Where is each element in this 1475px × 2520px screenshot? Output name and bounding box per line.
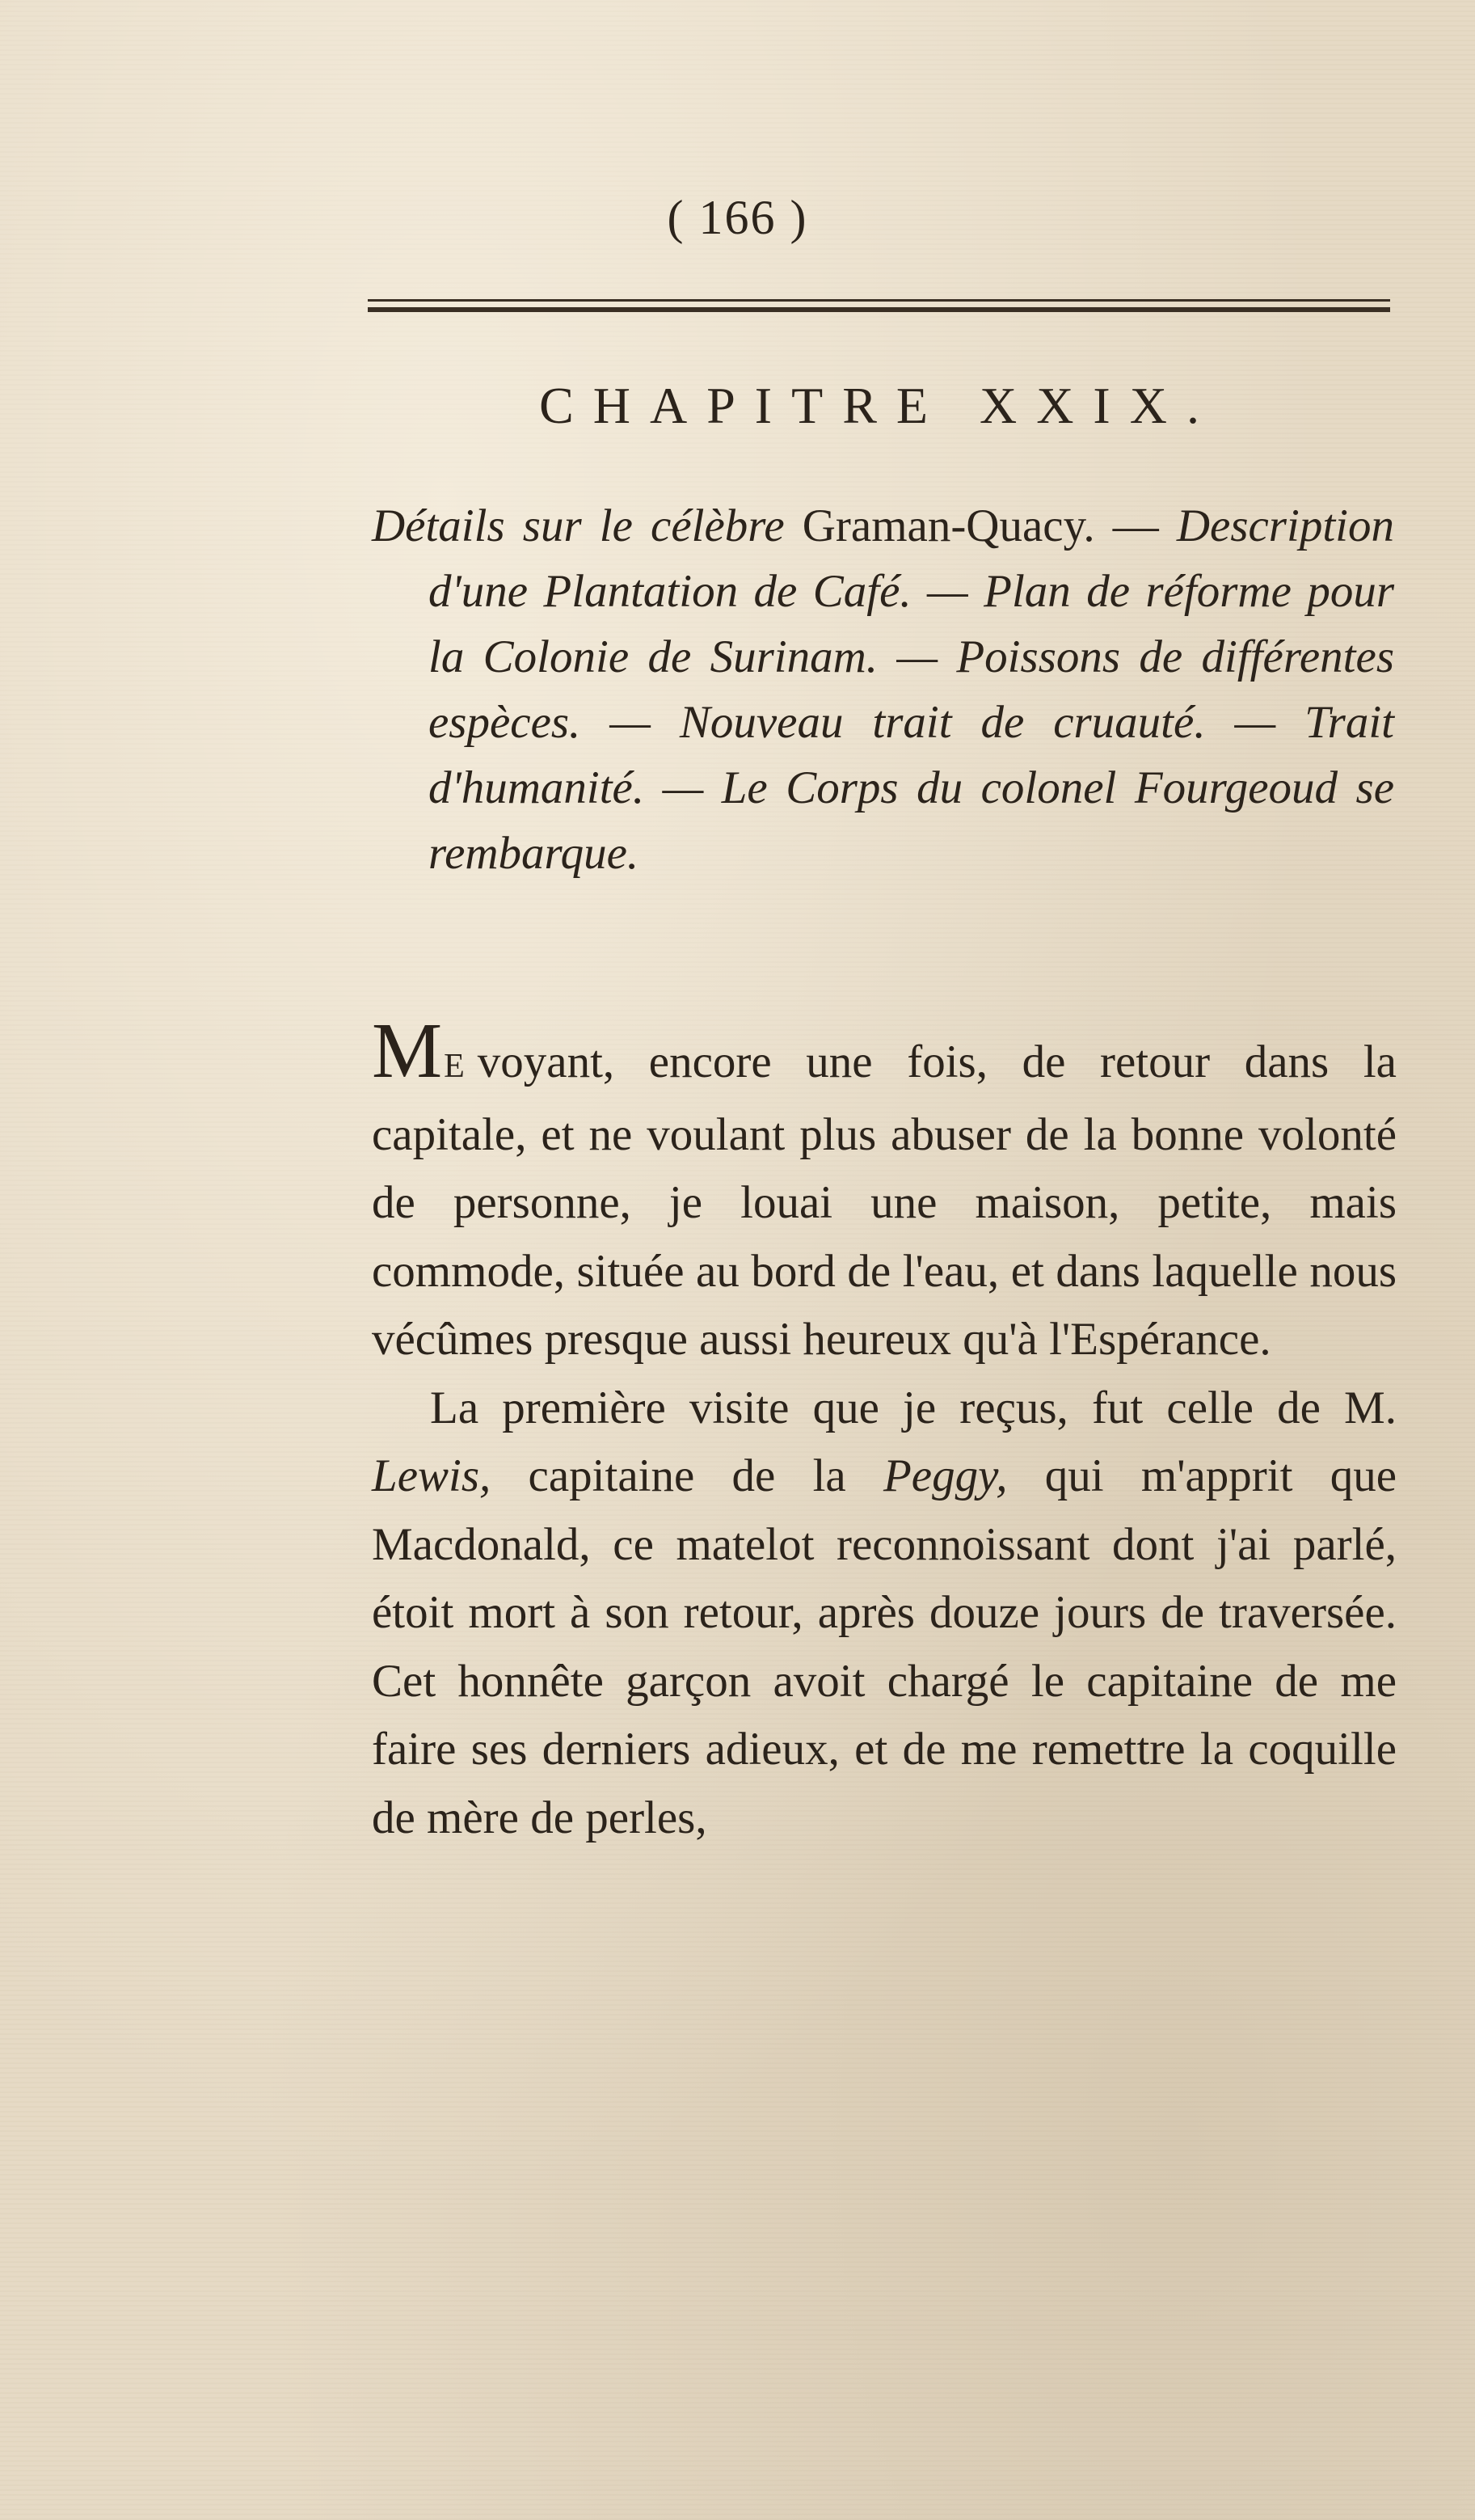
- body-text: [372, 1007, 1397, 1852]
- paragraph-2: [372, 1374, 1397, 1853]
- header-rule-thick: [368, 307, 1390, 312]
- paragraph-1: [372, 1007, 1397, 1374]
- chapter-title: CHAPITRE XXIX.: [539, 377, 1219, 434]
- header-rule-thin: [368, 299, 1390, 302]
- name-lewis: Lewis,: [372, 1450, 491, 1501]
- summary-italic-1: Détails sur le célèbre: [372, 500, 785, 551]
- drop-cap: M: [372, 1007, 445, 1095]
- chapter-summary: [372, 493, 1394, 886]
- paragraph-2-text-c: qui m'apprit que Macdonald, ce matelot reconnoissant dont j'ai parlé, étoit mort à son retour, après douze jours de traversée. Cet honnête garçon avoit chargé le capitaine de me faire ses derniers adieux, et de me remettre la coquille de mère de perles,: [372, 1450, 1397, 1843]
- ship-peggy: Peggy,: [883, 1450, 1008, 1501]
- paragraph-1-text: voyant, encore une fois, de retour dans la capitale, et ne voulant plus abuser de la bonne volonté de personne, je louai une maison, petite, mais commode, située au bord de l'eau, et dans laquelle nous vécûmes presque aussi heureux qu'à l'Espérance.: [372, 1036, 1397, 1365]
- summary-roman-name: Graman-Quacy. —: [784, 500, 1177, 551]
- small-cap: E: [444, 1048, 466, 1085]
- paragraph-2-text-a: La première visite que je reçus, fut celle de M.: [430, 1382, 1397, 1433]
- page-number: ( 166 ): [667, 191, 808, 244]
- summary-italic-2: Description d'une Plantation de Café. — Plan de réforme pour la Colonie de Surinam. — Poissons de différentes espèces. — Nouveau trait de cruauté. — Trait d'humanité. — Le Corps du colonel Fourgeoud se rembarque.: [428, 500, 1394, 879]
- paragraph-2-text-b: capitaine de la: [491, 1450, 883, 1501]
